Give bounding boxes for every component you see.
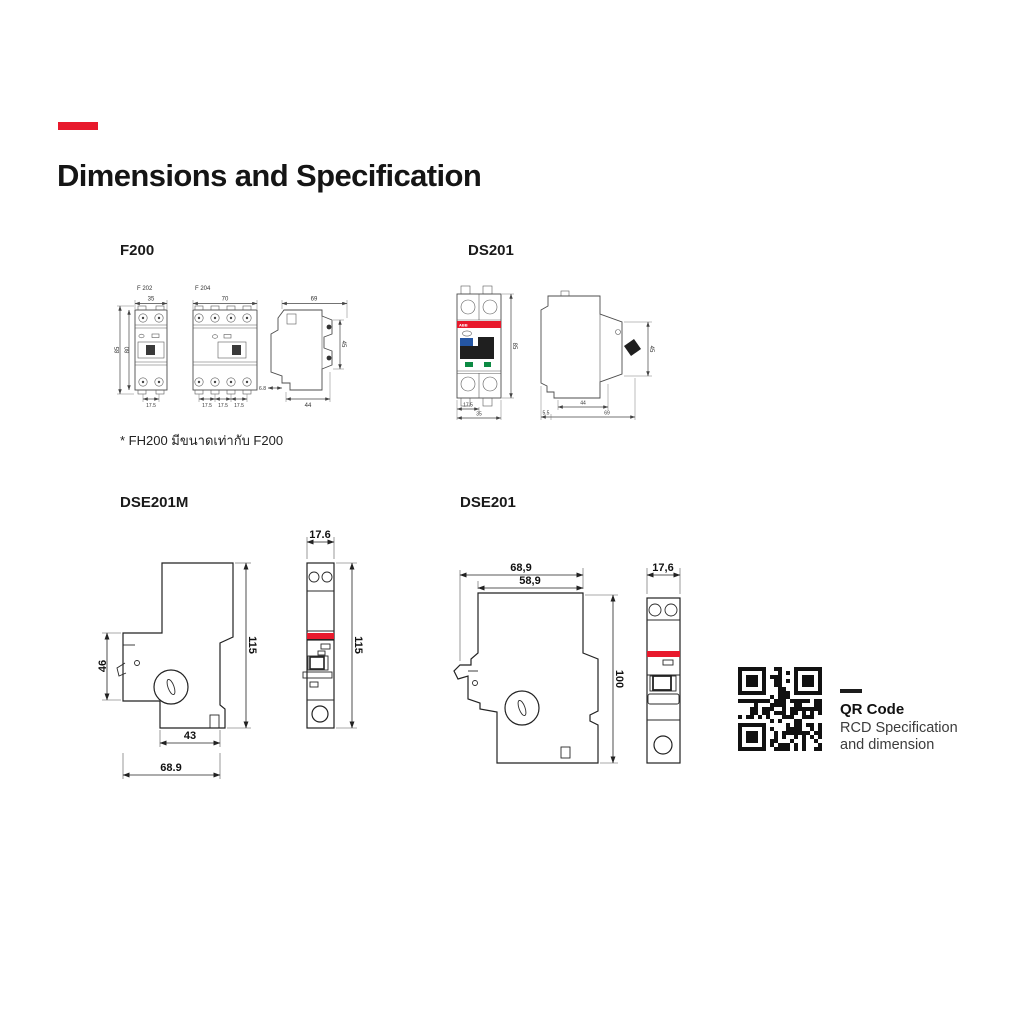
section-label-dse201: DSE201	[460, 494, 516, 511]
dim-dse201m-front-width: 17.6	[309, 529, 331, 541]
dim-f204-pole2: 17.5	[218, 403, 228, 409]
dim-dse201-front-width: 17,6	[652, 562, 674, 574]
accent-dash	[58, 122, 98, 130]
dim-f204-pole1: 17.5	[202, 403, 212, 409]
qr-description-line1: RCD Specification	[840, 720, 958, 736]
dim-dse201m-width: 68.9	[160, 762, 182, 774]
dse201-knockout-circle	[505, 691, 539, 725]
dim-f204-width: 70	[221, 296, 229, 303]
dim-dse201m-side-height: 115	[246, 636, 258, 654]
dse201-drawing	[438, 513, 733, 823]
dse201-red-band	[647, 651, 680, 657]
dim-f200-depth: 69	[310, 296, 318, 303]
dim-dse201m-front-height: 115	[352, 636, 364, 654]
ds201-side-view	[541, 291, 654, 420]
f202-front-view	[115, 286, 167, 409]
ds201-side-toggle	[624, 339, 641, 356]
dse201-side-view	[454, 562, 625, 763]
dse201m-front-view	[303, 529, 364, 728]
qr-description-line2: and dimension	[840, 737, 935, 753]
dim-ds201-width: 35	[476, 411, 482, 418]
dse201m-red-band	[307, 633, 334, 639]
page-title: Dimensions and Specification	[57, 158, 482, 193]
dim-f200-clip: 6.8	[259, 386, 266, 392]
dse201-toggle	[653, 676, 671, 690]
dim-ds201-height: 85	[511, 342, 517, 350]
dse201-front-view	[647, 562, 680, 763]
dim-f200-rail: 44	[304, 403, 312, 409]
qr-title: QR Code	[840, 701, 905, 718]
dim-ds201-clip: 5.5	[542, 410, 550, 417]
dim-f202-height-outer: 85	[115, 346, 121, 354]
dse201m-side-view	[97, 563, 258, 779]
dim-f202-height-inner: 80	[125, 346, 131, 354]
dse201m-knockout-circle	[154, 670, 188, 704]
dim-dse201-width-outer: 68,9	[510, 562, 532, 574]
dim-ds201-depth: 69	[604, 410, 610, 417]
qr-code-image	[738, 667, 822, 751]
dim-dse201m-clip-height: 46	[97, 659, 109, 673]
ds201-drawing	[448, 276, 683, 428]
section-label-dse201m: DSE201M	[120, 494, 189, 511]
f200-side-view	[259, 297, 347, 410]
dim-f202-width: 35	[147, 296, 155, 303]
f200-drawing	[108, 266, 370, 424]
dim-f202-pole: 17.5	[146, 403, 156, 409]
dim-ds201-front-height: 45	[648, 345, 654, 353]
section-label-f200: F200	[120, 242, 155, 259]
dim-dse201m-inner-width: 43	[183, 730, 197, 742]
f204-front-view	[193, 286, 257, 409]
f204-label: F 204	[195, 286, 211, 292]
dse201m-drawing	[93, 513, 378, 798]
ds201-front-view	[457, 286, 517, 420]
ds201-blue-toggle	[460, 338, 473, 347]
section-label-ds201: DS201	[468, 242, 514, 259]
dim-ds201-rail: 44	[580, 400, 586, 407]
f202-label: F 202	[137, 286, 153, 292]
dim-f200-front-height: 45	[340, 340, 346, 348]
f200-note: * FH200 มีขนาดเท่ากับ F200	[120, 433, 284, 448]
dim-dse201-width-inner: 58,9	[519, 575, 541, 587]
dse201m-toggle	[310, 657, 324, 669]
dim-dse201-height: 100	[613, 669, 625, 689]
dim-ds201-pole: 17.5	[463, 402, 473, 409]
ds201-brand-label: ABB	[459, 322, 468, 328]
qr-label-dash	[840, 689, 862, 693]
dim-f204-pole3: 17.5	[234, 403, 244, 409]
